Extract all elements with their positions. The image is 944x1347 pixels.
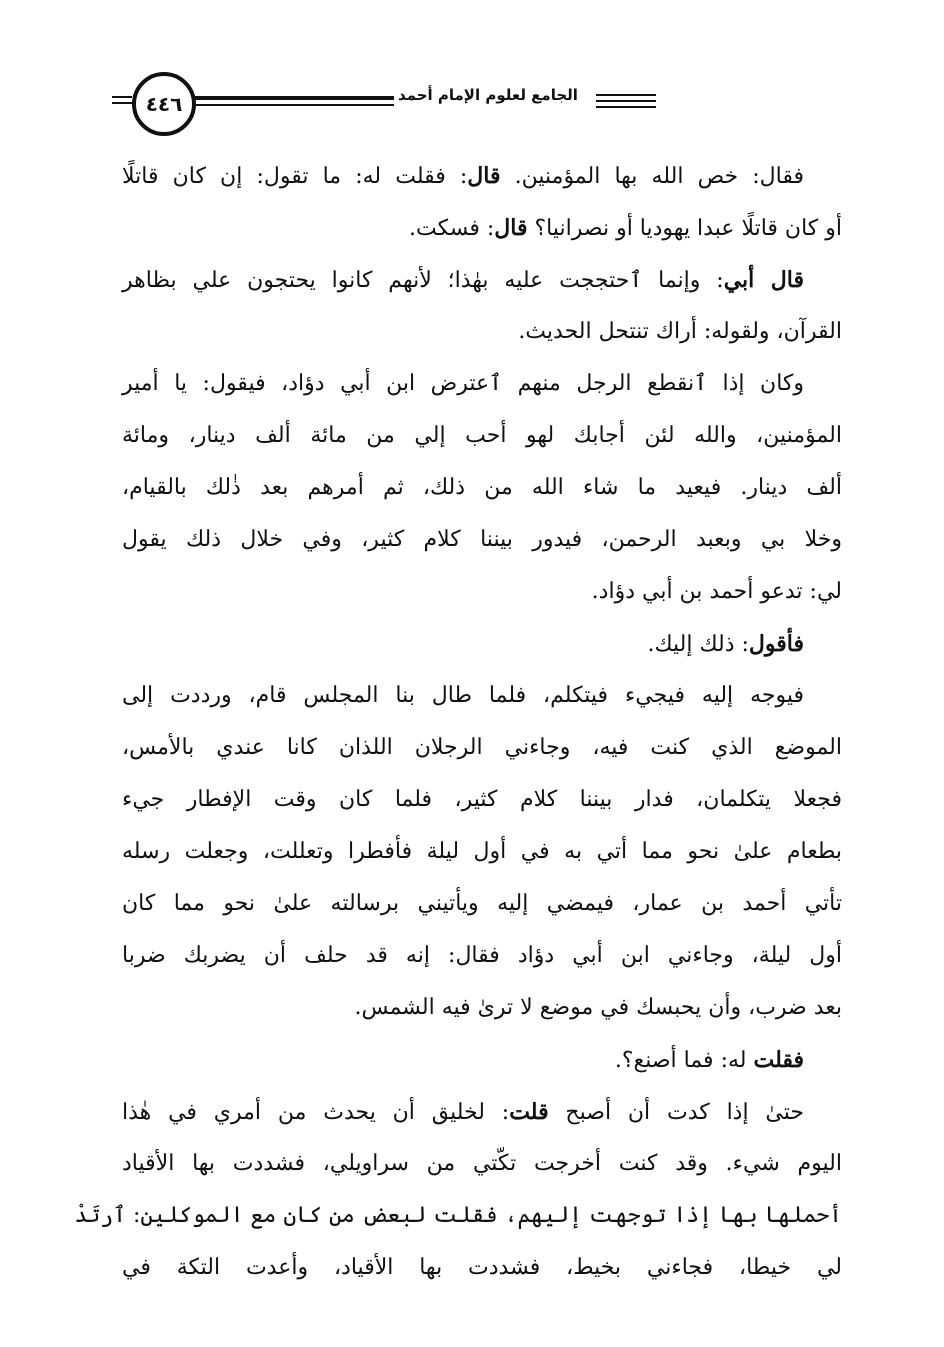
text-run: تأتي أحمد بن عمار، فيمضي إليه ويأتيني برسالته علىٰ نحو مما كان — [122, 891, 842, 916]
text-run: أول ليلة، وجاءني ابن أبي دؤاد فقال: إنه قد حلف أن يضربك ضربا — [122, 943, 842, 968]
header-rule-left-bottom — [112, 102, 132, 104]
header-rule-right-mid — [596, 100, 656, 102]
text-run: بطعام علىٰ نحو مما أتي به في أول ليلة فأفطرا وتعللت، وجعلت رسله — [122, 839, 842, 864]
text-run: أو كان قاتلًا عبدا يهوديا أو نصرانيا؟ — [527, 216, 842, 241]
text-run: بعد ضرب، وأن يحبسك في موضع لا ترىٰ فيه الشمس. — [354, 995, 842, 1020]
text-run: : فقلت له: ما تقول: إن كان قاتلًا — [122, 164, 468, 189]
body-text — [74, 150, 842, 1294]
text-line — [122, 514, 842, 566]
text-run: فيوجه إليه فيجيء فيتكلم، فلما طال بنا المجلس قام، ورددت إلى — [122, 683, 804, 708]
bold-run: فقلت — [753, 1047, 804, 1073]
text-run: المؤمنين، والله لئن أجابك لهو أحب إلي من مائة ألف دينار، ومائة — [122, 423, 842, 448]
text-run: أحملها بها إذا توجهت إليهم، فقلت لبعض من كان مع الموكلين: ٱرتَدْ — [74, 1203, 842, 1228]
text-line — [122, 306, 842, 358]
header-rule-right-bottom — [596, 106, 656, 108]
text-line — [122, 1086, 842, 1138]
text-run: حتىٰ إذا كدت أن أصبح — [548, 1100, 804, 1125]
text-line — [122, 410, 842, 462]
text-line — [122, 930, 842, 982]
text-run: : لخليق أن يحدث من أمري في هٰذا — [122, 1100, 510, 1125]
text-line — [122, 1242, 842, 1294]
text-line — [122, 202, 842, 254]
text-line — [122, 150, 842, 202]
header-rule-right-top — [596, 94, 656, 96]
header-rule-main-thin — [192, 104, 394, 106]
text-run: فقال: خص الله بها المؤمنين. — [500, 164, 804, 189]
text-line — [122, 826, 842, 878]
text-line — [122, 618, 842, 670]
text-run: له: فما أصنع؟. — [614, 1048, 754, 1073]
text-run: لي: تدعو أحمد بن أبي دؤاد. — [591, 579, 842, 604]
text-line — [122, 878, 842, 930]
running-header — [112, 60, 852, 150]
text-line — [122, 462, 842, 514]
text-line — [74, 1190, 842, 1242]
text-run: اليوم شيء. وقد كنت أخرجت تكّتي من سراويلي، فشددت بها الأقياد — [122, 1151, 842, 1176]
header-title: الجامع لعلوم الإمام أحمد — [398, 86, 578, 104]
text-run: فجعلا يتكلمان، فدار بيننا كلام كثير، فلما كان وقت الإفطار جيء — [122, 787, 842, 812]
text-line — [122, 358, 842, 410]
text-line — [122, 566, 842, 618]
text-line — [122, 1138, 842, 1190]
text-line — [122, 722, 842, 774]
text-run: : ذلك إليك. — [647, 632, 749, 657]
bold-run: قلت — [509, 1099, 549, 1125]
text-run: لي خيطا، فجاءني بخيط، فشددت بها الأقياد، وأعدت التكة في — [122, 1255, 842, 1280]
text-run: القرآن، ولقوله: أراك تنتحل الحديث. — [518, 319, 842, 344]
bold-run: قال — [494, 215, 528, 241]
header-rule-left-top — [112, 96, 132, 98]
text-line — [122, 774, 842, 826]
bold-run: فأقول — [748, 631, 804, 657]
header-rule-main — [192, 96, 394, 100]
text-run: ألف دينار. فيعيد ما شاء الله من ذلك، ثم أمرهم بعد ذٰلك بالقيام، — [122, 475, 842, 500]
page-number: ٤٤٦ — [145, 92, 183, 116]
bold-run: قال أبي — [723, 267, 804, 293]
text-run: وخلا بي وبعبد الرحمن، فيدور بيننا كلام كثير، وفي خلال ذلك يقول — [122, 527, 842, 552]
text-run: وكان إذا ٱنقطع الرجل منهم ٱعترض ابن أبي دؤاد، فيقول: يا أمير — [122, 371, 804, 396]
text-line — [122, 1034, 842, 1086]
bold-run: قال — [467, 163, 501, 189]
text-run: : فسكت. — [408, 216, 495, 241]
text-line — [122, 254, 842, 306]
page-number-badge — [132, 72, 196, 136]
text-run: : وإنما ٱحتججت عليه بهٰذا؛ لأنهم كانوا يحتجون علي بظاهر — [122, 268, 724, 293]
text-run: الموضع الذي كنت فيه، وجاءني الرجلان اللذان كانا عندي بالأمس، — [122, 735, 842, 760]
text-line — [122, 670, 842, 722]
text-line — [122, 982, 842, 1034]
